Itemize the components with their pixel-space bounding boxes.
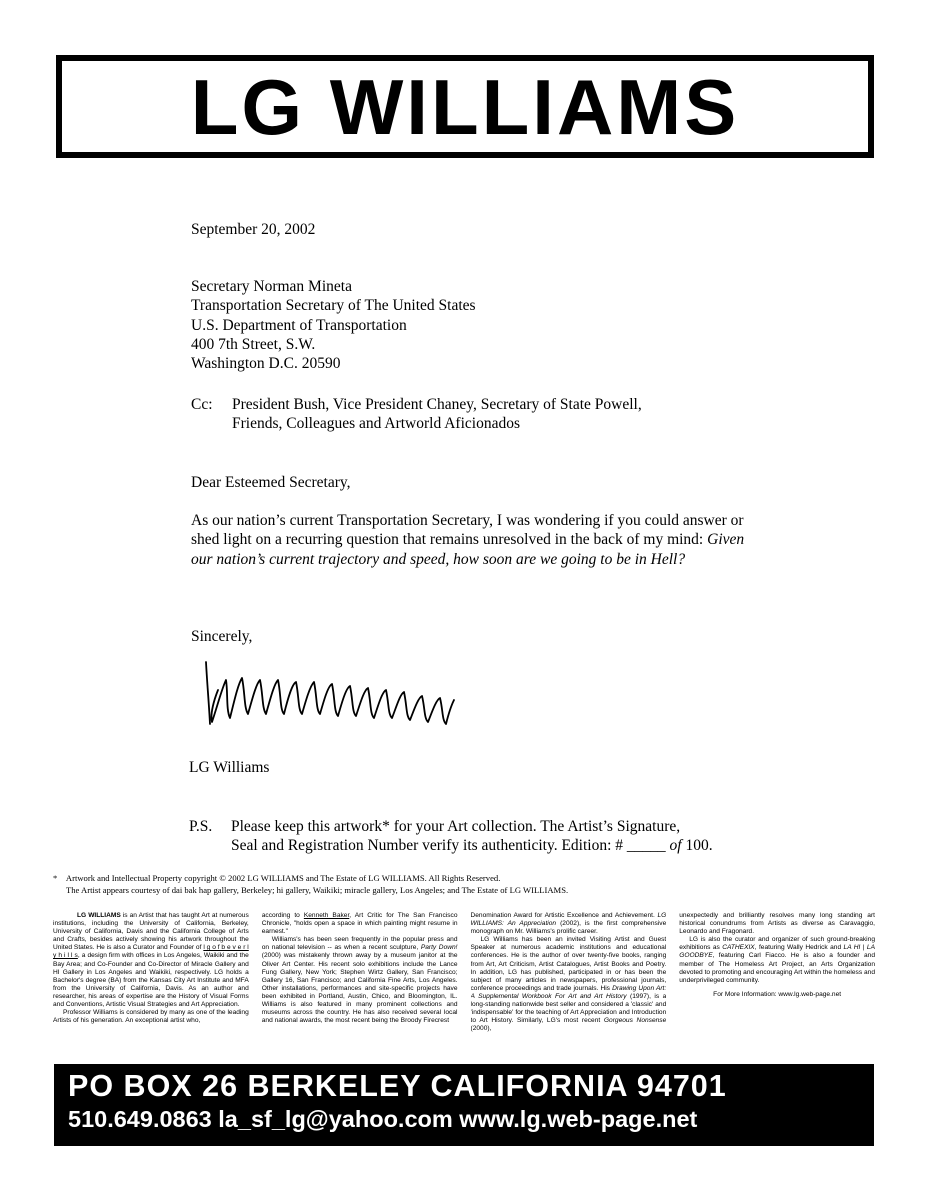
cc-block: [191, 395, 751, 435]
body-text: As our nation’s current Transportation Secretary, I was wondering if you could answer or shed light on a recurring question that remains unresolved in the back of my mind:: [191, 512, 744, 549]
recipient-line: 400 7th Street, S.W.: [191, 335, 316, 353]
bio-column: LG WILLIAMS is an Artist that has taught Art at numerous institutions, including the University of California, Berkeley, University of California, Davis and the California College of Arts and Crafts, besides actively showing his artwork throughout the United States. He is also a Curator and Founder of l g o f b e v e r l y h i l l s, a design firm with offices in Los Angeles, Waikiki and the Bay Area; and Co-Founder and Co-Director of Miracle Gallery and HI Gallery in Los Angeles and Waikiki, respectively. LG holds a Bachelor's degree (BA) from the Kansas City Art Institute and MFA from the University of California, Davis. As an author and researcher, his areas of expertise are the History of Visual Forms and Conventions, Artistic Visual Strategies and Art Appreciation. Professor Williams is considered by many as one of the leading Artists of his generation. An exceptional artist who,: [53, 912, 249, 1025]
signer-name: LG Williams: [189, 759, 270, 776]
edition-of: of: [669, 837, 682, 855]
letter-date: September 20, 2002: [191, 221, 316, 238]
bio-column: according to Kenneth Baker, Art Critic for The San Francisco Chronicle, "holds open a space in which painting might resume in earnest." Williams's has been seen frequently in the popular press and on national television -- as when a recent sculpture, Party Down! (2000) was mistakenly thrown away by a museum janitor at the Oliver Art Center. His recent solo exhibitions include the Lance Fung Gallery, New York; Stephen Wirtz Gallery, San Francisco; Gallery 16, San Francisco; and California Fine Arts, Los Angeles. Other installations, performances and site-specific projects have been exhibited in Portland, Austin, Chico, and Bloomington, IL. Williams is also featured in many prominent collections and museums across the country. He has also received several local and national awards, the most recent being the Broody Firecrest: [261, 912, 458, 1025]
ps-label: P.S.: [189, 818, 213, 835]
recipient-line: Washington D.C. 20590: [191, 355, 341, 373]
company-link[interactable]: l g o f b e v e r l y h i l l s: [53, 944, 249, 960]
ps-line: Please keep this artwork* for your Art collection. The Artist’s Signature,: [231, 818, 681, 835]
bio-column: unexpectedly and brilliantly resolves many long standing art historical conundrums from Artists as diverse as Caravaggio, Leonardo and Fragonard. LG is also the curator and organizer of such ground-breaking exhibitions as CATHEXIX, featuring Wally Hedrick and LA HI | LA GOODBYE, featuring Carl Fiacco. He is also a founder and member of The Homeless Art Project, an Arts Organization devoted to promoting and encouraging Art within the homeless and underprivileged community. For More Information: www.lg.web-page.net: [679, 912, 875, 998]
postscript: [189, 817, 789, 857]
recipient-line: Transportation Secretary of The United States: [191, 297, 476, 315]
artist-bio: [53, 912, 875, 1042]
cc-line: President Bush, Vice President Chaney, Secretary of State Powell,: [232, 396, 642, 413]
salutation: Dear Esteemed Secretary,: [191, 474, 351, 491]
recipient-line: Secretary Norman Mineta: [191, 278, 352, 295]
cc-label: Cc:: [191, 396, 213, 413]
contact-line: 510.649.0863 la_sf_lg@yahoo.com www.lg.web-page.net: [68, 1106, 698, 1132]
contact-footer: [54, 1064, 874, 1146]
closing: Sincerely,: [191, 628, 253, 645]
recipient-address: [191, 277, 476, 373]
recipient-line: U.S. Department of Transportation: [191, 316, 407, 334]
copyright-footnote: [53, 873, 568, 896]
ps-line: Seal and Registration Number verify its authenticity. Edition: # _____ of 100.: [231, 837, 713, 855]
bio-column: Denomination Award for Artistic Excellence and Achievement. LG WILLIAMS: An Appreciation (2002), is the first comprehensive monograph on Mr. Williams's prolific career. LG Williams has been an invited Visiting Artist and Guest Speaker at numerous academic institutions and educational conferences. He is the author of over twenty-five books, ranging from Art, Art Criticism, Artist Catalogues, Artist Books and Poetry. In addition, LG has published, participated in or has been the subject of many articles in newspapers, professional journals, conference proceedings and trade journals. His Drawing Upon Art: A Supplemental Workbook For Art and Art History (1997), is a long-standing nationwide best seller and considered a 'classic' and 'indispensable' for the teaching of Art Appreciation and Introduction to Art History. Similarly, LG's most recent Gorgeous Nonsense (2000),: [470, 912, 667, 1033]
letterhead-banner: [56, 55, 874, 158]
footnote-marker: *: [53, 873, 58, 883]
body-question: Given our nation’s current trajectory and speed, how soon are we going to be in Hell?: [191, 531, 745, 568]
footnote-line: Artwork and Intellectual Property copyright © 2002 LG WILLIAMS and The Estate of LG WILLIAMS. All Rights Reserved.: [65, 873, 501, 883]
handwritten-signature: [196, 652, 458, 732]
footnote-line: The Artist appears courtesy of dai bak hap gallery, Berkeley; hi gallery, Waikiki; miracle gallery, Los Angeles; and The Estate of LG WILLIAMS.: [66, 884, 569, 895]
more-info-link[interactable]: For More Information: www.lg.web-page.net: [713, 990, 842, 998]
letter-body: [191, 511, 751, 569]
critic-link[interactable]: Kenneth Baker: [303, 912, 350, 919]
cc-line: Friends, Colleagues and Artworld Aficionados: [232, 415, 520, 433]
mailing-address: PO BOX 26 BERKELEY CALIFORNIA 94701: [68, 1069, 727, 1103]
letterhead-name: LG WILLIAMS: [190, 62, 740, 151]
